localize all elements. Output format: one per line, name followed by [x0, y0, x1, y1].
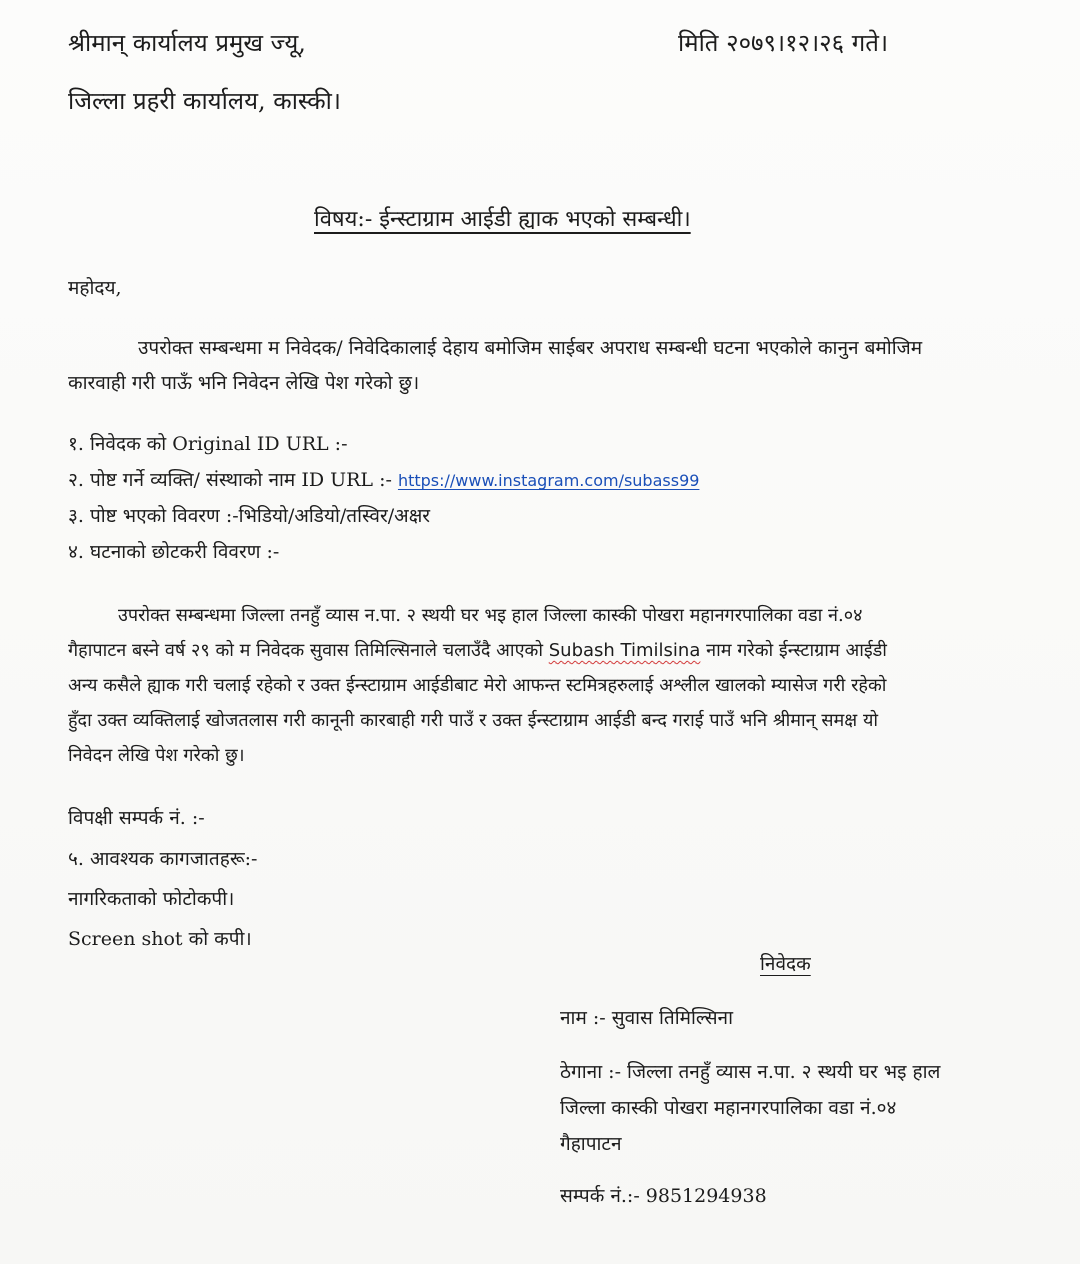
date-line: मिति २०७९।१२।२६ गते।: [678, 29, 889, 57]
incident-line-4: हुँदा उक्त व्यक्तिलाई खोजतलास गरी कानूनी कारबाही गरी पाउँ र उक्त ईन्स्टाग्राम आईडी बन्द गराई पाउँ भनि श्रीमान् समक्ष यो: [68, 710, 879, 731]
address-line-2: जिल्ला कास्की पोखरा महानगरपालिका वडा नं.०४: [560, 1097, 897, 1119]
subject-line: विषय:- ईन्स्टाग्राम आईडी ह्याक भएको सम्बन्धी।: [314, 207, 691, 232]
item-2: [68, 466, 699, 492]
applicant-name: नाम :- सुवास तिमिल्सिना: [560, 1007, 734, 1029]
address-line-1: ठेगाना :- जिल्ला तनहुँ व्यास न.पा. २ स्थयी घर भइ हाल: [560, 1061, 941, 1083]
applicant-name-english: Subash Timilsina: [548, 640, 701, 661]
incident-line-2: [68, 633, 1043, 668]
signature-title: निवेदक: [760, 953, 811, 975]
item-2-label: २. पोष्ट गर्ने व्यक्ति/ संस्थाको नाम ID URL :-: [68, 469, 392, 491]
incident-line-1: उपरोक्त सम्बन्धमा जिल्ला तनहुँ व्यास न.पा. २ स्थयी घर भइ हाल जिल्ला कास्की पोखरा महानगरपालिका वडा नं.०४: [118, 605, 863, 626]
incident-line-3: अन्य कसैले ह्याक गरी चलाई रहेको र उक्त ईन्स्टाग्राम आईडीबाट मेरो आफन्त स्टमित्रहरुलाई अश्लील खालको म्यासेज गरी रहेको: [68, 675, 887, 696]
instagram-link[interactable]: https://www.instagram.com/subass99: [397, 471, 700, 490]
incident-line-5: निवेदन लेखि पेश गरेको छु।: [68, 745, 245, 766]
incident-paragraph: [68, 598, 1043, 773]
office-line: जिल्ला प्रहरी कार्यालय, कास्की।: [68, 87, 341, 115]
documents-heading: ५. आवश्यक कागजातहरू:-: [68, 848, 258, 870]
intro-paragraph: [68, 331, 1028, 401]
address-line-3: गैहापाटन: [560, 1133, 622, 1155]
item-3: ३. पोष्ट भएको विवरण :-भिडियो/अडियो/तस्विर/अक्षर: [68, 505, 431, 527]
incident-line-2-post: नाम गरेको ईन्स्टाग्राम आईडी: [706, 640, 887, 661]
applicant-contact: सम्पर्क नं.:- 9851294938: [560, 1185, 767, 1207]
document-screenshot: Screen shot को कपी।: [68, 928, 252, 950]
document-citizenship: नागरिकताको फोटोकपी।: [68, 888, 235, 910]
salutation: महोदय,: [68, 277, 122, 299]
item-1: १. निवेदक को Original ID URL :-: [68, 433, 348, 455]
incident-line-2-pre: गैहापाटन बस्ने वर्ष २९ को म निवेदक सुवास तिमिल्सिनाले चलाउँदै आएको: [68, 640, 544, 661]
opponent-contact: विपक्षी सम्पर्क नं. :-: [68, 807, 205, 829]
item-4: ४. घटनाको छोटकरी विवरण :-: [68, 541, 280, 563]
intro-line-1: उपरोक्त सम्बन्धमा म निवेदक/ निवेदिकालाई देहाय बमोजिम साईबर अपराध सम्बन्धी घटना भएकोले कानुन बमोजिम: [138, 337, 923, 359]
addressee-line: श्रीमान् कार्यालय प्रमुख ज्यू,: [68, 29, 306, 57]
intro-line-2: कारवाही गरी पाऊँ भनि निवेदन लेखि पेश गरेको छु।: [68, 372, 420, 394]
